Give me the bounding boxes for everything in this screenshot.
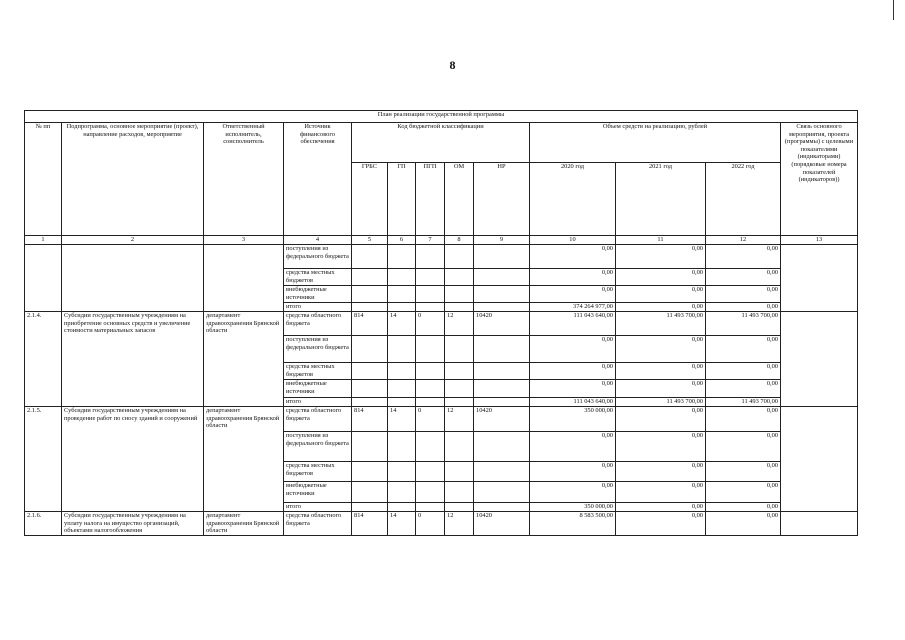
value-cell: 0,00: [706, 407, 781, 432]
column-number: 11: [616, 236, 706, 245]
table-row: [25, 512, 858, 536]
source-cell: средства местных бюджетов: [284, 462, 352, 482]
value-cell: 111 043 640,00: [530, 312, 616, 336]
source-cell: внебюджетные источники: [284, 286, 352, 303]
item-executor: департамент здравоохранения Брянской области: [204, 512, 284, 536]
value-cell: 0,00: [706, 363, 781, 380]
value-cell: 0,00: [706, 269, 781, 286]
table-row: [25, 407, 858, 432]
item-number: 2.1.5.: [25, 407, 62, 512]
column-number: 9: [474, 236, 530, 245]
code-nr: 10420: [474, 512, 530, 536]
value-cell: 0,00: [530, 286, 616, 303]
column-number: 6: [388, 236, 416, 245]
source-cell: средства местных бюджетов: [284, 363, 352, 380]
header-executor: Ответственный исполнитель, соисполнитель: [204, 123, 284, 236]
value-cell: 0,00: [706, 462, 781, 482]
item-number: 2.1.4.: [25, 312, 62, 407]
code-nr: 10420: [474, 407, 530, 432]
program-plan-table: [24, 110, 858, 536]
value-cell: 11 493 700,00: [616, 312, 706, 336]
header-volume: Объем средств на реализацию, рублей: [530, 123, 781, 163]
value-cell: 11 493 700,00: [706, 312, 781, 336]
table-title: План реализации государственной программы: [25, 111, 858, 123]
header-grbs: ГРБС: [352, 163, 388, 236]
source-cell: внебюджетные источники: [284, 380, 352, 398]
source-cell: итого: [284, 398, 352, 407]
header-2021: 2021 год: [616, 163, 706, 236]
value-cell: 374 264 977,00: [530, 303, 616, 312]
header-program: Подпрограмма, основное мероприятие (проект), направление расходов, мероприятие: [62, 123, 204, 236]
value-cell: 0,00: [616, 269, 706, 286]
column-number: 10: [530, 236, 616, 245]
column-number: 2: [62, 236, 204, 245]
header-2022: 2022 год: [706, 163, 781, 236]
column-number-row: [25, 236, 858, 245]
item-name: Субсидии государственным учреждениям на проведение работ по сносу зданий и сооружений: [62, 407, 204, 512]
value-cell: 11 493 700,00: [616, 398, 706, 407]
column-number: 3: [204, 236, 284, 245]
value-cell: 8 583 500,00: [530, 512, 616, 536]
page-number: 8: [449, 58, 456, 72]
header-gp: ГП: [388, 163, 416, 236]
value-cell: 350 000,00: [530, 407, 616, 432]
source-cell: средства местных бюджетов: [284, 269, 352, 286]
header-om: ОМ: [445, 163, 474, 236]
code-grbs: 814: [352, 312, 388, 336]
code-pgp: 0: [416, 312, 445, 336]
code-gp: 14: [388, 512, 416, 536]
code-pgp: 0: [416, 407, 445, 432]
value-cell: 0,00: [616, 432, 706, 462]
value-cell: 0,00: [706, 336, 781, 363]
source-cell: поступления из федерального бюджета: [284, 432, 352, 462]
code-gp: 14: [388, 407, 416, 432]
value-cell: 0,00: [616, 512, 706, 536]
column-number: 12: [706, 236, 781, 245]
source-cell: итого: [284, 503, 352, 512]
code-om: 12: [445, 407, 474, 432]
value-cell: 0,00: [530, 363, 616, 380]
value-cell: 0,00: [530, 336, 616, 363]
value-cell: 0,00: [530, 482, 616, 503]
source-cell: средства областного бюджета: [284, 407, 352, 432]
code-pgp: 0: [416, 512, 445, 536]
column-number: 5: [352, 236, 388, 245]
source-cell: поступления из федерального бюджета: [284, 336, 352, 363]
value-cell: 111 043 640,00: [530, 398, 616, 407]
value-cell: 0,00: [616, 286, 706, 303]
column-number: 1: [25, 236, 62, 245]
value-cell: 0,00: [706, 432, 781, 462]
value-cell: 0,00: [706, 245, 781, 269]
header-no: № пп: [25, 123, 62, 236]
column-number: 7: [416, 236, 445, 245]
value-cell: 0,00: [616, 336, 706, 363]
value-cell: 0,00: [706, 503, 781, 512]
value-cell: 0,00: [616, 363, 706, 380]
value-cell: 0,00: [706, 380, 781, 398]
table-row: [25, 245, 858, 269]
code-grbs: 814: [352, 512, 388, 536]
header-2020: 2020 год: [530, 163, 616, 236]
value-cell: 350 000,00: [530, 503, 616, 512]
value-cell: 0,00: [616, 245, 706, 269]
value-cell: 0,00: [616, 303, 706, 312]
value-cell: 0,00: [530, 245, 616, 269]
value-cell: 0,00: [616, 462, 706, 482]
value-cell: 0,00: [530, 380, 616, 398]
value-cell: 0,00: [706, 303, 781, 312]
code-nr: 10420: [474, 312, 530, 336]
value-cell: 0,00: [616, 482, 706, 503]
item-executor: департамент здравоохранения Брянской области: [204, 407, 284, 512]
source-cell: средства областного бюджета: [284, 312, 352, 336]
header-budget-code: Код бюджетной классификации: [352, 123, 530, 163]
source-cell: внебюджетные источники: [284, 482, 352, 503]
value-cell: 0,00: [530, 432, 616, 462]
source-cell: итого: [284, 303, 352, 312]
code-om: 12: [445, 312, 474, 336]
item-executor: департамент здравоохранения Брянской области: [204, 312, 284, 407]
item-name: Субсидии государственным учреждениям на приобретение основных средств и увеличение стоимости материальных запасов: [62, 312, 204, 407]
header-nr: НР: [474, 163, 530, 236]
value-cell: 0,00: [616, 503, 706, 512]
header-link: Связь основного мероприятия, проекта (программы) с целевыми показателями (индикаторами) (порядковые номера показателей (индикаторов)): [781, 123, 858, 236]
table-row: [25, 312, 858, 336]
column-number: 4: [284, 236, 352, 245]
header-pgp: ПГП: [416, 163, 445, 236]
scan-edge-mark: [893, 0, 894, 20]
code-grbs: 814: [352, 407, 388, 432]
item-number: 2.1.6.: [25, 512, 62, 536]
item-name: Субсидии государственным учреждениям на уплату налога на имущество организаций, объектами налогообложения: [62, 512, 204, 536]
value-cell: 0,00: [530, 269, 616, 286]
code-om: 12: [445, 512, 474, 536]
value-cell: 0,00: [530, 462, 616, 482]
value-cell: 0,00: [706, 286, 781, 303]
column-number: 13: [781, 236, 858, 245]
code-gp: 14: [388, 312, 416, 336]
value-cell: 0,00: [706, 482, 781, 503]
value-cell: 0,00: [616, 407, 706, 432]
value-cell: 11 493 700,00: [706, 398, 781, 407]
value-cell: 0,00: [706, 512, 781, 536]
source-cell: поступления из федерального бюджета: [284, 245, 352, 269]
source-cell: средства областного бюджета: [284, 512, 352, 536]
value-cell: 0,00: [616, 380, 706, 398]
header-source: Источник финансового обеспечения: [284, 123, 352, 236]
column-number: 8: [445, 236, 474, 245]
